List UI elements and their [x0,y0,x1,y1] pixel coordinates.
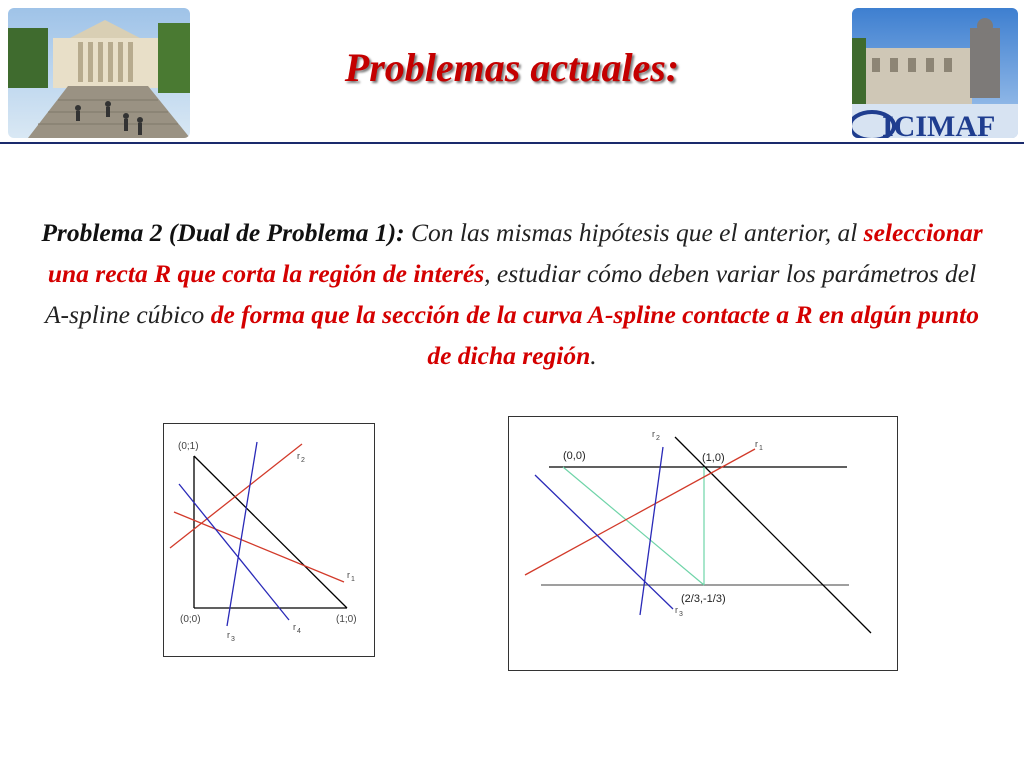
title-divider [0,142,1024,144]
label-r2-subscript: 2 [301,457,305,464]
label-point-23-neg13: (2/3,-1/3) [681,593,726,605]
label-r1-subscript: 1 [759,445,763,452]
figure-triangle-lines [163,423,375,657]
figure-points-lines [508,416,898,671]
line-r1 [525,449,755,575]
line-r3 [227,442,257,626]
label-vertex-01: (0;1) [178,441,199,452]
label-r1: r [755,439,758,449]
highlight-contact-condition: de forma que la sección de la curva A-spline contacte a R en algún punto de dicha región [210,300,979,370]
label-point-00: (0,0) [563,450,586,462]
highlight-select-line: seleccionar una recta R que corta la región de interés [47,218,983,288]
label-r2: r [297,451,300,461]
label-r4-subscript: 4 [297,628,301,635]
label-r2-subscript: 2 [656,435,660,442]
statement-part-2: , estudiar cómo deben variar los parámetros del A-spline cúbico [44,259,977,329]
green-segment-diagonal [563,467,704,585]
label-r4: r [293,622,296,632]
statement-part-1: Con las mismas hipótesis que el anterior, al [411,218,864,247]
line-r2 [640,447,663,615]
statement-part-3: . [590,341,597,370]
label-point-10: (1,0) [702,452,725,464]
label-r1-subscript: 1 [351,576,355,583]
slide-title: Problemas actuales: [344,45,680,90]
line-r2 [170,444,302,548]
label-vertex-00: (0;0) [180,614,201,625]
label-r3-subscript: 3 [231,636,235,643]
label-r1: r [347,570,350,580]
icimaf-logo-text: ICIMAF [882,110,996,138]
label-r2: r [652,429,655,439]
triangle-hypotenuse [194,456,347,608]
line-r1 [174,512,344,582]
label-r3: r [227,630,230,640]
problem-heading: Problema 2 (Dual de Problema 1): [41,218,412,247]
label-r3: r [675,605,678,615]
label-vertex-10: (1;0) [336,614,357,625]
problem-statement [40,212,984,376]
label-r3-subscript: 3 [679,611,683,618]
